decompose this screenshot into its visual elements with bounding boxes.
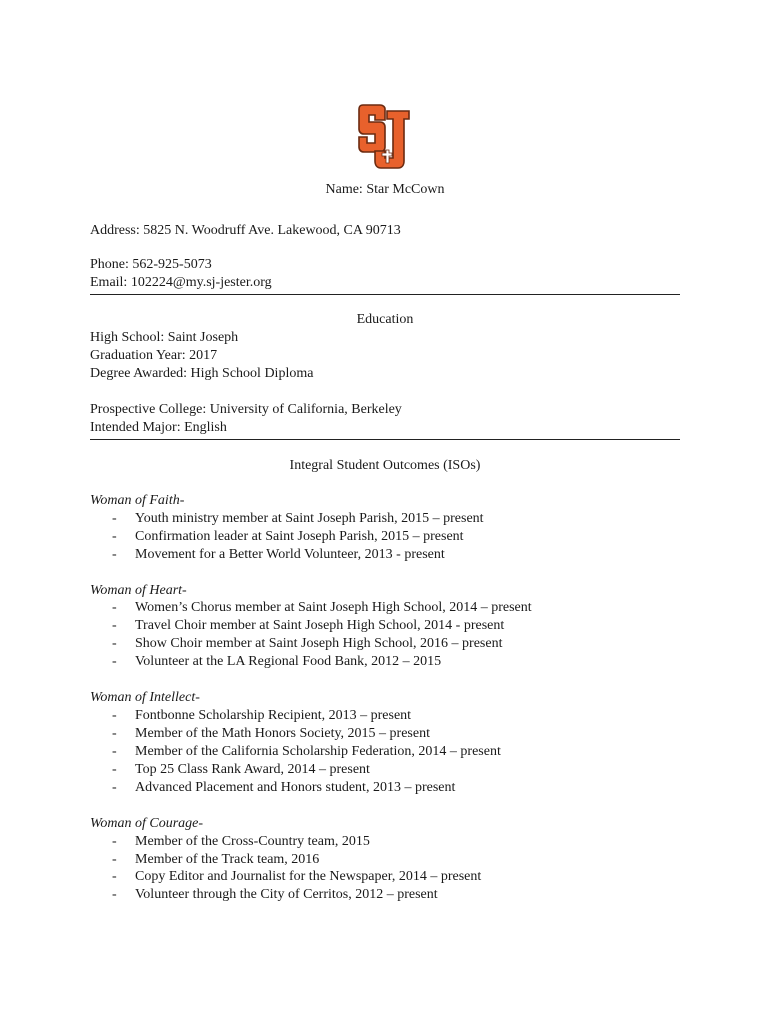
list-item-text: Show Choir member at Saint Joseph High School, 2016 – present: [135, 636, 503, 651]
list-item-text: Movement for a Better World Volunteer, 2013 - present: [135, 547, 445, 562]
list-item: [112, 636, 502, 652]
degree-line: Degree Awarded: High School Diploma: [90, 366, 314, 381]
list-item: [112, 600, 532, 616]
bullet-dash: -: [112, 636, 117, 651]
bullet-dash: -: [112, 547, 117, 562]
list-item-text: Member of the California Scholarship Federation, 2014 – present: [135, 744, 501, 759]
list-item-text: Copy Editor and Journalist for the Newspaper, 2014 – present: [135, 869, 482, 884]
divider: [90, 294, 680, 295]
prospective-college-line: Prospective College: University of California, Berkeley: [90, 402, 402, 417]
bullet-dash: -: [112, 762, 117, 777]
list-item-text: Member of the Cross-Country team, 2015: [135, 834, 370, 849]
list-item: [112, 529, 464, 545]
bullet-dash: -: [112, 618, 117, 633]
graduation-year-line: Graduation Year: 2017: [90, 348, 218, 363]
list-item: [112, 708, 411, 724]
bullet-dash: -: [112, 511, 117, 526]
list-item: [112, 869, 481, 885]
list-item: [112, 547, 445, 563]
list-item-text: Member of the Math Honors Society, 2015 – present: [135, 726, 430, 741]
school-logo: [357, 101, 411, 171]
list-item: [112, 834, 370, 850]
divider: [90, 439, 680, 440]
name-line: Name: Star McCown: [325, 182, 445, 197]
education-heading: Education: [356, 312, 414, 327]
bullet-dash: -: [112, 852, 117, 867]
list-item-text: Fontbonne Scholarship Recipient, 2013 – present: [135, 708, 412, 723]
list-item-text: Youth ministry member at Saint Joseph Parish, 2015 – present: [135, 511, 484, 526]
list-item: [112, 511, 484, 527]
phone-line: Phone: 562-925-5073: [90, 257, 212, 272]
bullet-dash: -: [112, 869, 117, 884]
bullet-dash: -: [112, 529, 117, 544]
list-item-text: Member of the Track team, 2016: [135, 852, 320, 867]
bullet-dash: -: [112, 600, 117, 615]
list-item: [112, 726, 430, 742]
list-item-text: Top 25 Class Rank Award, 2014 – present: [135, 762, 370, 777]
list-item: [112, 780, 455, 796]
list-item: [112, 887, 438, 903]
list-item-text: Women’s Chorus member at Saint Joseph High School, 2014 – present: [135, 600, 532, 615]
list-item-text: Volunteer through the City of Cerritos, 2012 – present: [135, 887, 438, 902]
list-item: [112, 852, 319, 868]
section-title-heart: Woman of Heart-: [90, 583, 187, 598]
list-item: [112, 762, 370, 778]
list-item: [112, 618, 504, 634]
bullet-dash: -: [112, 708, 117, 723]
list-item: [112, 744, 501, 760]
bullet-dash: -: [112, 780, 117, 795]
list-item-text: Travel Choir member at Saint Joseph High School, 2014 - present: [135, 618, 505, 633]
bullet-dash: -: [112, 887, 117, 902]
list-item-text: Advanced Placement and Honors student, 2013 – present: [135, 780, 456, 795]
address-line: Address: 5825 N. Woodruff Ave. Lakewood, CA 90713: [90, 223, 401, 238]
bullet-dash: -: [112, 744, 117, 759]
bullet-dash: -: [112, 834, 117, 849]
section-title-courage: Woman of Courage-: [90, 816, 204, 831]
bullet-dash: -: [112, 654, 117, 669]
email-line: Email: 102224@my.sj-jester.org: [90, 275, 272, 290]
high-school-line: High School: Saint Joseph: [90, 330, 239, 345]
intended-major-line: Intended Major: English: [90, 420, 227, 435]
list-item: [112, 654, 441, 670]
section-title-faith: Woman of Faith-: [90, 493, 185, 508]
list-item-text: Confirmation leader at Saint Joseph Parish, 2015 – present: [135, 529, 464, 544]
list-item-text: Volunteer at the LA Regional Food Bank, 2012 – 2015: [135, 654, 442, 669]
isos-heading: Integral Student Outcomes (ISOs): [289, 458, 481, 473]
section-title-intellect: Woman of Intellect-: [90, 690, 200, 705]
bullet-dash: -: [112, 726, 117, 741]
